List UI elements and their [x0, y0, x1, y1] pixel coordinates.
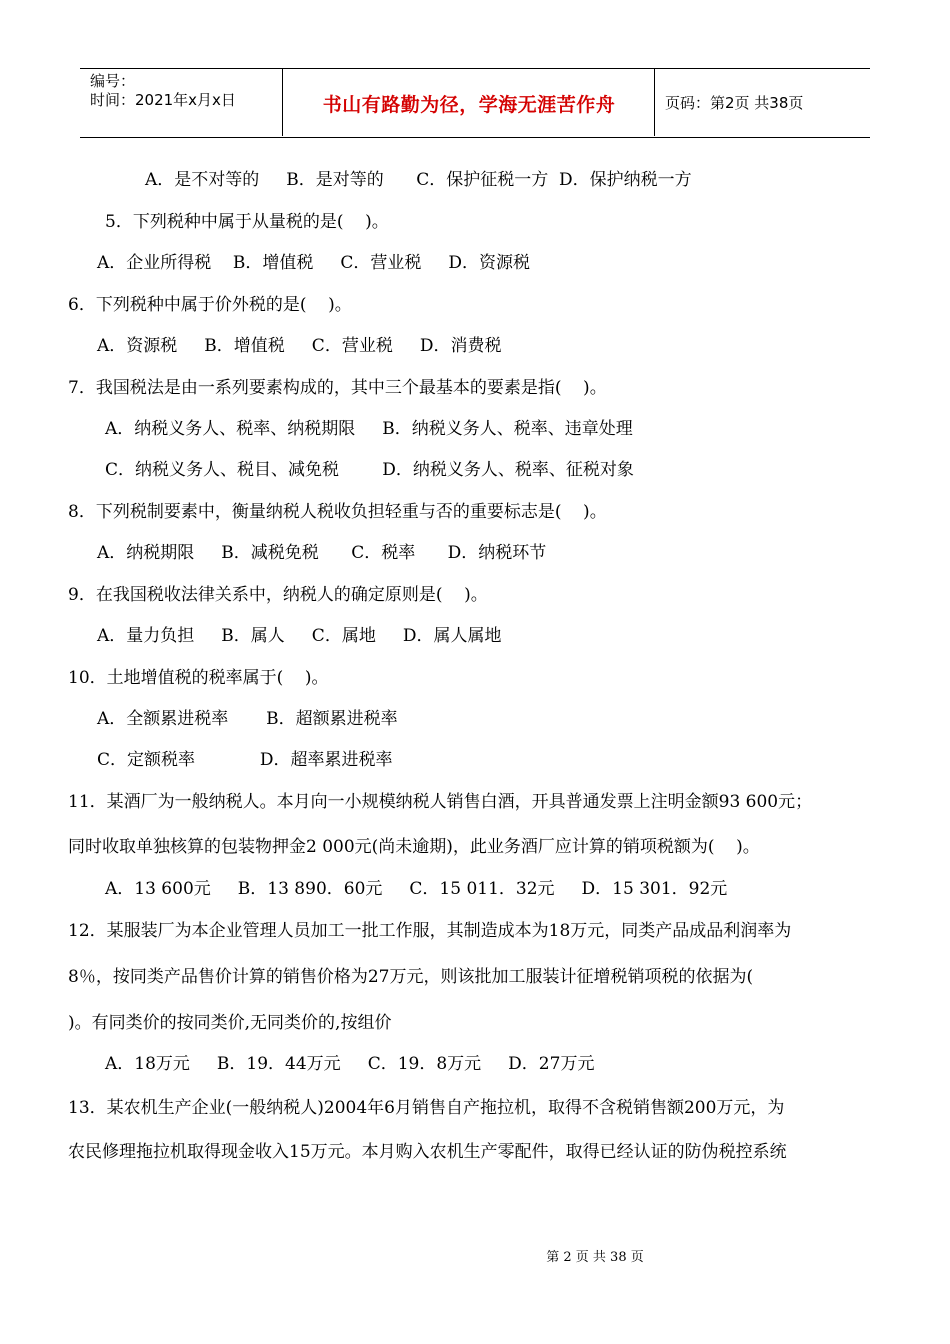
text-line: 5．下列税种中属于从量税的是( )。	[105, 212, 389, 232]
text-line: A．企业所得税 B．增值税 C．营业税 D．资源税	[97, 253, 531, 273]
text-line: 8．下列税制要素中，衡量纳税人税收负担轻重与否的重要标志是( )。	[68, 502, 607, 522]
text-line: A．是不对等的 B．是对等的 C．保护征税一方 D．保护纳税一方	[145, 170, 692, 190]
text-line: )。有同类价的按同类价,无同类价的,按组价	[68, 1013, 392, 1033]
text-line: 11．某酒厂为一般纳税人。本月向一小规模纳税人销售白酒，开具普通发票上注明金额93 600元；	[68, 792, 813, 812]
text-line: 6．下列税种中属于价外税的是( )。	[68, 295, 352, 315]
text-line: A．资源税 B．增值税 C．营业税 D．消费税	[97, 336, 502, 356]
header-number: 编号：	[90, 72, 136, 90]
text-line: A．纳税义务人、税率、纳税期限 B．纳税义务人、税率、违章处理	[105, 419, 633, 439]
text-line: 10．土地增值税的税率属于( )。	[68, 668, 329, 688]
text-line: A．13 600元 B．13 890．60元 C．15 011．32元 D．15 301．92元	[105, 879, 728, 899]
header-left	[90, 72, 236, 110]
text-line: 7．我国税法是由一系列要素构成的，其中三个最基本的要素是指( )。	[68, 378, 607, 398]
text-line: C．定额税率 D．超率累进税率	[97, 750, 393, 770]
text-line: 同时收取单独核算的包装物押金2 000元(尚未逾期)，此业务酒厂应计算的销项税额为( )。	[68, 837, 760, 857]
page-footer: 第 2 页 共 38 页	[546, 1250, 644, 1265]
text-line: C．纳税义务人、税目、减免税 D．纳税义务人、税率、征税对象	[105, 460, 634, 480]
text-line: A．18万元 B．19．44万元 C．19．8万元 D．27万元	[105, 1054, 595, 1074]
text-line: A．全额累进税率 B．超额累进税率	[97, 709, 398, 729]
header-motto: 书山有路勤为径，学海无涯苦作舟	[322, 94, 616, 116]
text-line: 8％，按同类产品售价计算的销售价格为27万元，则该批加工服装计征增税销项税的依据为(	[68, 967, 754, 987]
header-page-info: 页码：第2页 共38页	[665, 94, 804, 112]
header-time: 时间：2021年x月x日	[90, 91, 236, 109]
text-line: 农民修理拖拉机取得现金收入15万元。本月购入农机生产零配件，取得已经认证的防伪税控系统	[68, 1142, 787, 1162]
text-line: A．量力负担 B．属人 C．属地 D．属人属地	[97, 626, 502, 646]
text-line: 12．某服装厂为本企业管理人员加工一批工作服，其制造成本为18万元，同类产品成品利润率为	[68, 921, 792, 941]
text-line: 13．某农机生产企业(一般纳税人)2004年6月销售自产拖拉机，取得不含税销售额200万元，为	[68, 1098, 785, 1118]
text-line: A．纳税期限 B．减税免税 C．税率 D．纳税环节	[97, 543, 547, 563]
text-line: 9．在我国税收法律关系中，纳税人的确定原则是( )。	[68, 585, 488, 605]
